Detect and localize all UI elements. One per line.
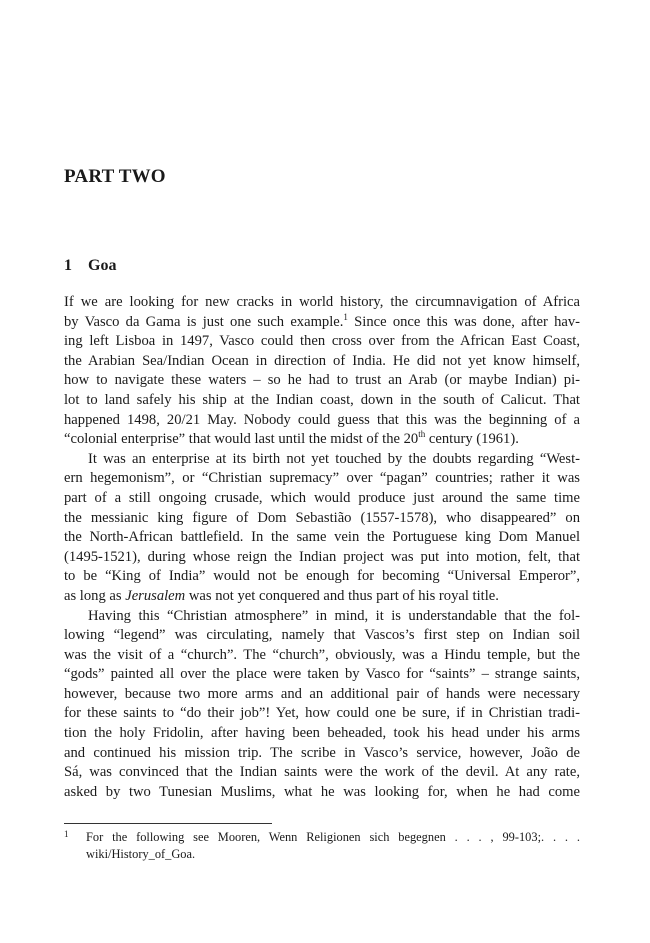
text-line: to be “King of India” would not be enough for becoming “Universal Emperor”,	[64, 568, 580, 585]
text-line: lot to land safely his ship at the Indian coast, down in the south of Calicut. That	[64, 391, 580, 408]
paragraph	[64, 607, 580, 803]
chapter-heading	[64, 257, 116, 275]
chapter-title: Goa	[88, 257, 117, 274]
text-line: how to navigate these waters – so he had to trust an Arab (or maybe Indian) pi-	[64, 372, 580, 389]
text-line: and continued his mission trip. The scribe in Vasco’s service, however, João de	[64, 744, 580, 761]
text-line: however, because two more arms and an additional pair of hands were necessary	[64, 685, 580, 702]
superscript: th	[418, 429, 426, 440]
body-text	[64, 293, 580, 802]
text-line: the North-African battlefield. In the same vein the Portuguese king Dom Manuel	[64, 529, 580, 546]
paragraph	[64, 293, 580, 450]
footnote-line: wiki/History_of_Goa.	[86, 847, 196, 861]
text-line: ern hegemonism”, or “Christian supremacy” over “pagan” countries; rather it was	[64, 470, 580, 487]
text-line: tion the holy Fridolin, after having been beheaded, took his head under his arms	[64, 725, 580, 742]
chapter-number: 1	[64, 257, 72, 274]
superscript: 1	[343, 311, 348, 322]
text-line: for these saints to “do their job”! Yet, how could one be sure, if in Christian tradi-	[64, 705, 580, 722]
text-line: “colonial enterprise” that would last until the midst of the 20th century (1961).	[64, 429, 519, 448]
text-line: was the visit of a “church”. The “church”, obviously, was a Hindu temple, but the	[64, 646, 580, 663]
text-line: the Arabian Sea/Indian Ocean in direction of India. He did not yet know himself,	[64, 352, 580, 369]
footnote-line: For the following see Mooren, Wenn Religionen sich begegnen . . . , 99-103;. . . .	[86, 830, 580, 844]
text-line: as long as Jerusalem was not yet conquered and thus part of his royal title.	[64, 587, 499, 604]
text-line: It was an enterprise at its birth not yet touched by the doubts regarding “West-	[88, 450, 580, 467]
part-title: PART TWO	[64, 166, 166, 187]
text-line: Sá, was convinced that the Indian saints were the work of the devil. At any rate,	[64, 764, 580, 781]
text-line: lowing “legend” was circulating, namely that Vascos’s first step on Indian soil	[64, 627, 580, 644]
text-line: “gods” painted all over the place were taken by Vasco for “saints” – strange saints,	[64, 666, 580, 683]
paragraph	[64, 450, 580, 607]
footnote	[64, 829, 580, 863]
text-line: part of a still ongoing crusade, which would produce just around the same time	[64, 489, 580, 506]
text-line: ing left Lisboa in 1497, Vasco could then cross over from the African East Coast,	[64, 333, 580, 350]
text-line: the messianic king figure of Dom Sebastião (1557-1578), who disappeared” on	[64, 509, 580, 526]
footnote-mark: 1	[64, 829, 69, 839]
text-line: If we are looking for new cracks in world history, the circumnavigation of Africa	[64, 294, 580, 310]
text-line: happened 1498, 20/21 May. Nobody could guess that this was the beginning of a	[64, 411, 580, 428]
text-line: (1495-1521), during whose reign the Indian project was put into motion, felt, that	[64, 548, 580, 565]
text-line: Having this “Christian atmosphere” in mind, it is understandable that the fol-	[88, 607, 580, 624]
text-line: asked by two Tunesian Muslims, what he was looking for, when he had come	[64, 783, 580, 800]
text-line: by Vasco da Gama is just one such example.$^1$ Since once this was done, after hav-	[64, 311, 581, 330]
emphasis: Jerusalem	[125, 587, 186, 604]
footnote-separator	[64, 823, 272, 824]
